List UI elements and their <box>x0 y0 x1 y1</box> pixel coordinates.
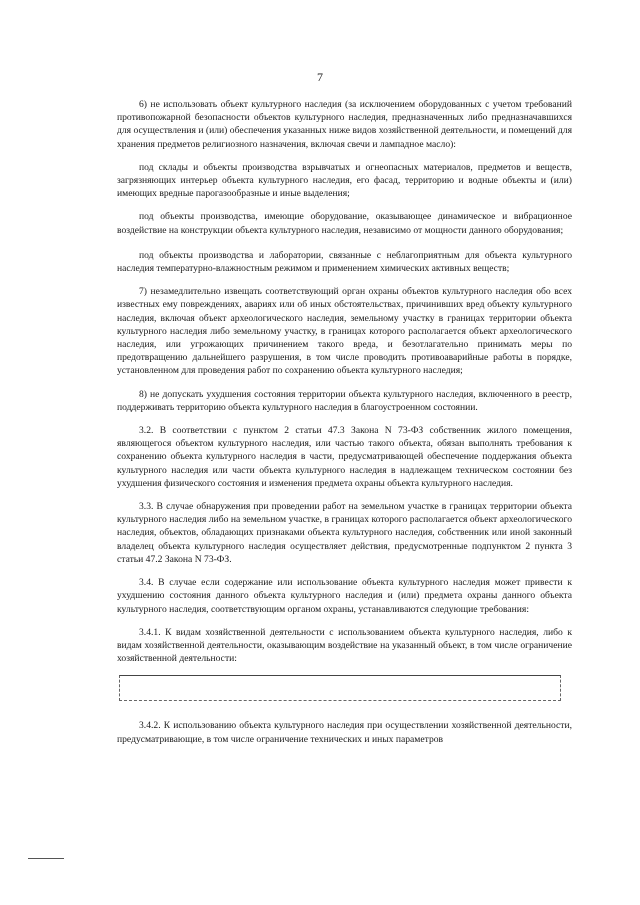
blank-fill-box <box>119 675 561 701</box>
paragraph-3-4-2: 3.4.2. К использованию объекта культурного наследия при осуществлении хозяйственной деятельности, предусматривающие, в том числе ограничение технических и иных параметров <box>117 720 572 745</box>
document-body <box>117 98 572 760</box>
paragraph-warehouses: под склады и объекты производства взрывчатых и огнеопасных материалов, предметов и веществ, загрязняющих интерьер объекта культурного наследия, его фасад, территорию и водные объекты и (или) имеющих вредные парогазообразные и иные выделения; <box>117 161 572 200</box>
footer-divider <box>28 858 64 859</box>
paragraph-production-objects: под объекты производства, имеющие оборудование, оказывающее динамическое и вибрационное воздействие на конструкции объекта культурного наследия, независимо от мощности данного оборудования; <box>117 211 572 236</box>
paragraph-3-3: 3.3. В случае обнаружения при проведении работ на земельном участке в границах территории объекта культурного наследия либо на земельном участке, в границах которого располагается объект археологического наследия, объектов, обладающих признаками объекта культурного наследия, собственник или иной законный владелец объекта культурного наследия осуществляет действия, предусмотренные подпунктом 2 пункта 3 статьи 47.2 Закона N 73-ФЗ. <box>117 501 572 565</box>
paragraph-item-6: 6) не использовать объект культурного наследия (за исключением оборудованных с учетом требований противопожарной безопасности объектов культурного наследия, предназначенных либо предназначавшихся для осуществления и (или) обеспечения указанных ниже видов хозяйственной деятельности, и помещений для хранения предметов религиозного назначения, включая свечи и лампадное масло): <box>117 99 572 150</box>
paragraph-3-4-1: 3.4.1. К видам хозяйственной деятельности с использованием объекта культурного наследия, либо к видам хозяйственной деятельности, оказывающим воздействие на указанный объект, в том числе ограничение хозяйственной деятельности: <box>117 626 572 665</box>
paragraph-item-7: 7) незамедлительно извещать соответствующий орган охраны объектов культурного наследия обо всех известных ему повреждениях, авариях или об иных обстоятельствах, причинивших вред объекту культурного наследия, включая объект археологического наследия, земельному участку в границах территории объекта культурного наследия либо земельному участку, в границах которого располагается объект археологического наследия, или угрожающих причинением такого вреда, и безотлагательно принимать меры по предотвращению дальнейшего разрушения, в том числе проводить противоаварийные работы в порядке, установленном для проведения работ по сохранению объекта культурного наследия; <box>117 286 572 377</box>
paragraph-item-8: 8) не допускать ухудшения состояния территории объекта культурного наследия, включенного в реестр, поддерживать территорию объекта культурного наследия в благоустроенном состоянии. <box>117 388 572 413</box>
page-number: 7 <box>317 70 323 84</box>
paragraph-laboratories: под объекты производства и лаборатории, связанные с неблагоприятным для объекта культурного наследия температурно-влажностным режимом и применением химических активных веществ; <box>117 249 572 275</box>
paragraph-3-4: 3.4. В случае если содержание или использование объекта культурного наследия может привести к ухудшению состояния данного объекта культурного наследия и (или) предмета охраны данного объекта культурного наследия, соответствующим органом охраны, устанавливаются следующие требования: <box>117 577 572 615</box>
paragraph-3-2: 3.2. В соответствии с пунктом 2 статьи 47.3 Закона N 73-ФЗ собственник жилого помещения, являющегося объектом культурного наследия, или частью такого объекта, обязан выполнять требования к сохранению объекта культурного наследия в части, предусматривающей обеспечение поддержания объекта культурного наследия или части объекта культурного наследия в надлежащем техническом состоянии без ухудшения физического состояния и изменения предмета охраны объекта культурного наследия. <box>117 425 572 489</box>
